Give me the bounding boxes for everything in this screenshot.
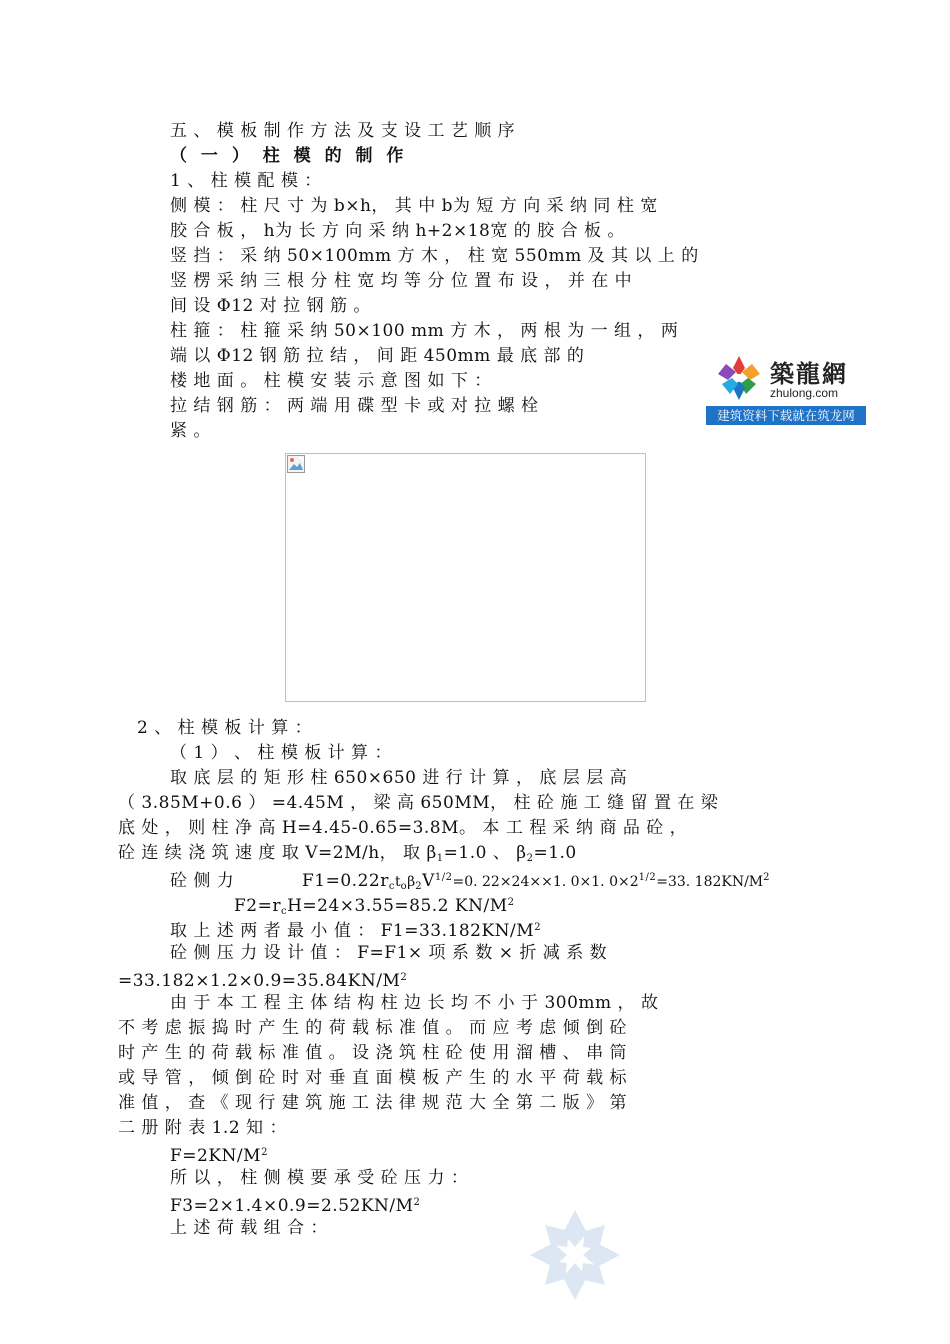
item1-heading: 1 、 柱 模 配 模 ： xyxy=(170,171,322,191)
tie-bar-line1: 拉 结 钢 筋 ： 两 端 用 碟 型 卡 或 对 拉 螺 栓 xyxy=(170,396,539,416)
column-hoop-line3: 楼 地 面 。 柱 模 安 装 示 意 图 如 下 ： xyxy=(170,371,492,391)
min-value-line: 取 上 述 两 者 最 小 值 ： $F1=33.182KN/M^2$ xyxy=(170,921,542,941)
vertical-stop-line1: 竖 挡 ： 采 纳 50×100mm 方 木 ， 柱 宽 550mm 及 其 以 上 的 xyxy=(170,246,699,266)
watermark-flower-icon xyxy=(525,1205,625,1305)
calc-p2-line5: 准 值 ， 查 《 现 行 建 筑 施 工 法 律 规 范 大 全 第 二 版 》 第 xyxy=(118,1093,627,1113)
logo-slogan: 建筑资料下载就在筑龙网 xyxy=(706,406,866,425)
calc-p1-line1: 取 底 层 的 矩 形 柱 650×650 进 行 计 算 ， 底 层 层 高 xyxy=(170,768,628,788)
vertical-stop-line2: 竖 楞 采 纳 三 根 分 柱 宽 均 等 分 位 置 布 设 ， 并 在 中 xyxy=(170,271,633,291)
item2-sub-heading: （ 1 ） 、 柱 模 板 计 算 ： xyxy=(170,743,392,763)
column-hoop-line1: 柱 箍 ： 柱 箍 采 纳 50×100 mm 方 木 ， 两 根 为 一 组 ， 两 xyxy=(170,321,679,341)
side-form-line2: 胶 合 板 ， h为 长 方 向 采 纳 h+2×18宽 的 胶 合 板 。 xyxy=(170,221,625,241)
f3-value-line: $F3=2\times 1.4\times 0.9=2.52KN/M^2$ xyxy=(170,1196,421,1216)
calc-p1-line2: （ 3.85M+0.6 ） =4.45M ， 梁 高 650MM， 柱 砼 施 工 缝 留 置 在 梁 xyxy=(118,793,719,813)
force-formula-f2: $F2=r_cH=24\times 3.55=85.2$ $KN/M^2$ xyxy=(234,896,515,917)
calc-p2-line3: 时 产 生 的 荷 载 标 准 值 。 设 浇 筑 柱 砼 使 用 溜 槽 、 串 筒 xyxy=(118,1043,627,1063)
design-value-line2: $=33.182\times 1.2\times 0.9=35.84KN/M^2$ xyxy=(118,971,408,991)
broken-image-icon xyxy=(287,455,305,473)
flower-logo-icon xyxy=(712,354,766,402)
logo-name: 築龍網 xyxy=(770,360,848,388)
side-form-line1: 侧 模 ： 柱 尺 寸 为 b×h， 其 中 b为 短 方 向 采 纳 同 柱 宽 xyxy=(170,196,658,216)
column-formwork-diagram-placeholder xyxy=(285,453,646,702)
calc-p2-line1: 由 于 本 工 程 主 体 结 构 柱 边 长 均 不 小 于 300mm ， 故 xyxy=(170,993,659,1013)
calc-p1-line3: 底 处 ， 则 柱 净 高 H=4.45-0.65=3.8M。 本 工 程 采 纳 商 品 砼 ， xyxy=(118,818,688,838)
calc-p2-line6: 二 册 附 表 1.2 知 ： xyxy=(118,1118,287,1138)
load-combination-line: 上 述 荷 载 组 合 ： xyxy=(170,1218,328,1238)
so-line: 所 以 ， 柱 侧 模 要 承 受 砼 压 力 ： xyxy=(170,1168,469,1188)
item2-heading: 2 、 柱 模 板 计 算 ： xyxy=(137,718,313,738)
calc-p2-line2: 不 考 虑 振 捣 时 产 生 的 荷 载 标 准 值 。 而 应 考 虑 倾 倒 砼 xyxy=(118,1018,627,1038)
force-formula-f1: 砼 侧 力 $F1=0.22r_ct_o\beta_2V^{1/2}=0$. 22×24××1. 0×1. $0\times 2^{1/2}=33$. $182KN/M^2$ xyxy=(170,871,771,892)
zhulong-logo xyxy=(706,348,866,425)
f-value-line: $F=2KN/M^2$ xyxy=(170,1146,268,1166)
tie-bar-line2: 紧 。 xyxy=(170,421,211,441)
calc-p1-line4: 砼 连 续 浇 筑 速 度 取 V=2M/h， 取 $\beta_1=1.0$ 、 $\beta_2=1.0$ xyxy=(118,843,577,864)
column-hoop-line2: 端 以 Φ12 钢 筋 拉 结 ， 间 距 450mm 最 底 部 的 xyxy=(170,346,585,366)
calc-p2-line4: 或 导 管 ， 倾 倒 砼 时 对 垂 直 面 模 板 产 生 的 水 平 荷 载 标 xyxy=(118,1068,627,1088)
vertical-stop-line3: 间 设 Φ12 对 拉 钢 筋 。 xyxy=(170,296,371,316)
subsection-heading: （ 一 ） 柱 模 的 制 作 xyxy=(170,146,408,166)
design-value-line1: 砼 侧 压 力 设 计 值 ： F=F1× 项 系 数 × 折 减 系 数 xyxy=(170,943,608,963)
logo-domain: zhulong.com xyxy=(770,386,839,400)
section-heading: 五 、 模 板 制 作 方 法 及 支 设 工 艺 顺 序 xyxy=(170,121,516,141)
